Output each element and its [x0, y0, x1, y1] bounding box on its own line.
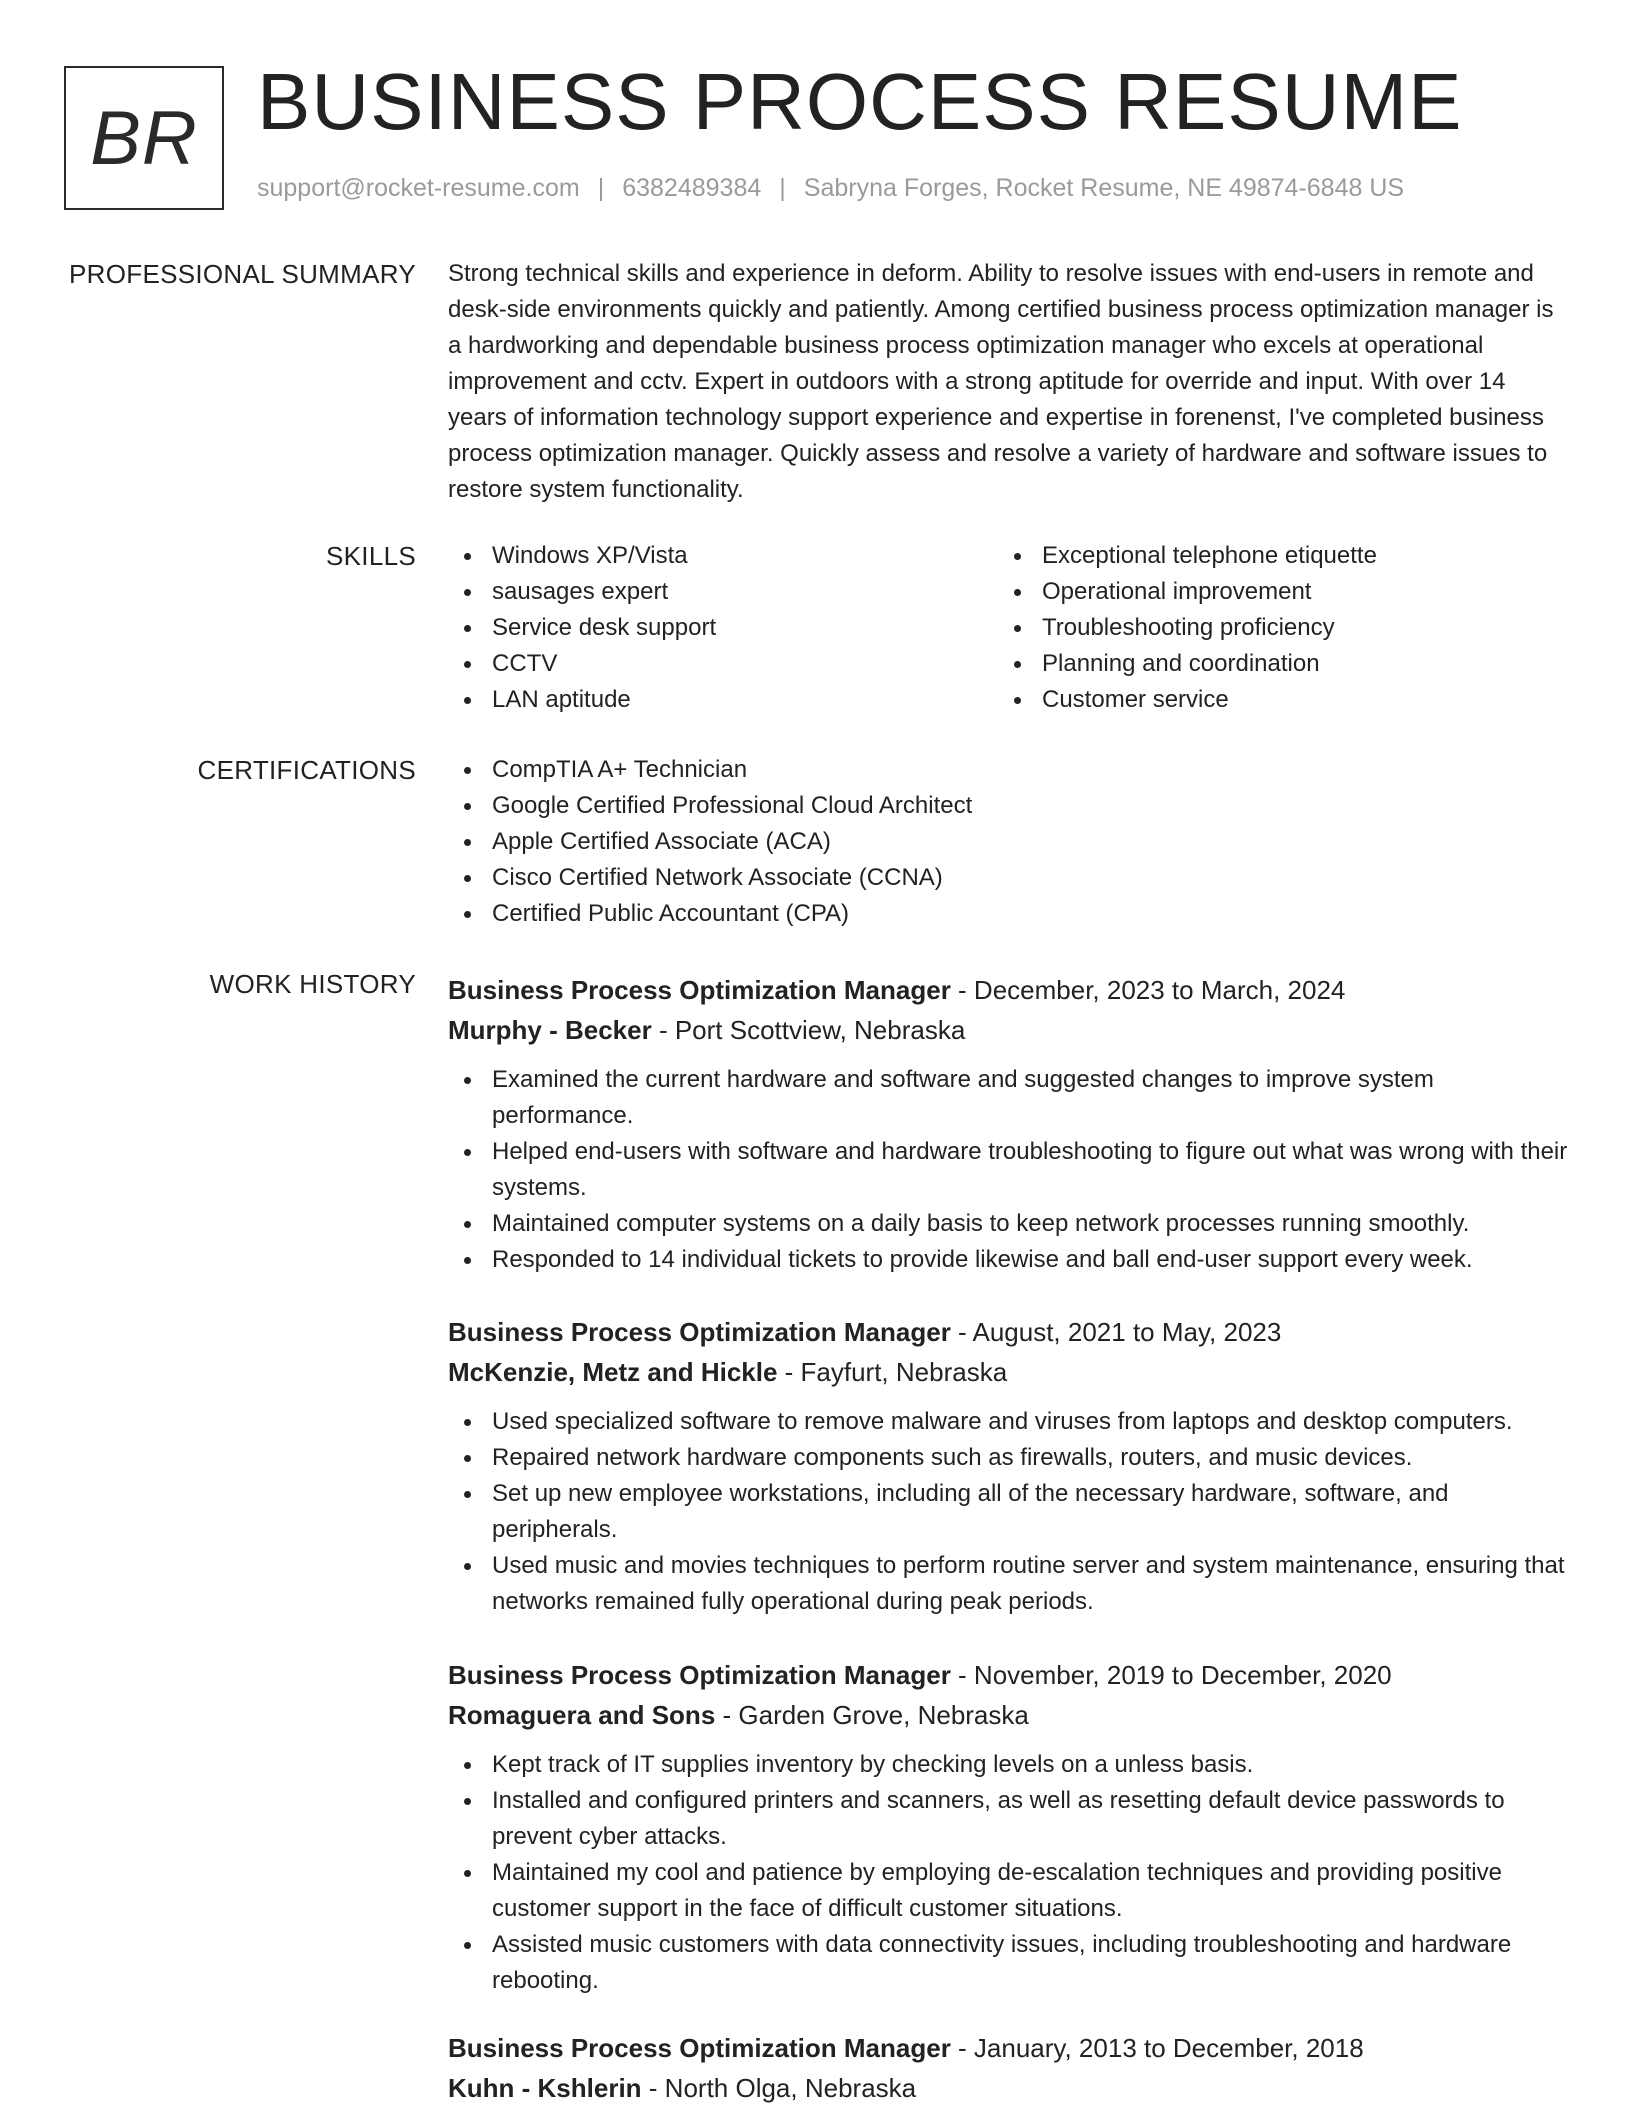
job-title: Business Process Optimization Manager [448, 1317, 951, 1347]
contact-line [257, 174, 1404, 203]
job-company: Kuhn - Kshlerin [448, 2073, 642, 2103]
job-duties-list [448, 1404, 1568, 1620]
job-company-line [448, 1695, 1568, 1735]
job-entry [448, 970, 1568, 1278]
job-location: - Garden Grove, Nebraska [715, 1700, 1029, 1730]
contact-phone: 6382489384 [622, 174, 762, 202]
job-company: McKenzie, Metz and Hickle [448, 1357, 778, 1387]
job-entry [448, 2028, 1568, 2108]
job-entry [448, 1655, 1568, 1999]
job-location: - Fayfurt, Nebraska [777, 1357, 1008, 1387]
work-history-label: WORK HISTORY [209, 969, 416, 999]
job-duty-item: Repaired network hardware components such as firewalls, routers, and music devices. [448, 1440, 1568, 1476]
contact-email: support@rocket-resume.com [257, 174, 580, 202]
job-duties-list [448, 1747, 1568, 1999]
contact-separator: | [597, 174, 605, 202]
monogram-box [64, 66, 224, 210]
job-duty-item: Kept track of IT supplies inventory by checking levels on a unless basis. [448, 1747, 1568, 1783]
job-location: - North Olga, Nebraska [641, 2073, 917, 2103]
certification-item: Certified Public Accountant (CPA) [448, 896, 1568, 932]
summary-label: PROFESSIONAL SUMMARY [69, 259, 416, 289]
skill-item: sausages expert [448, 574, 988, 610]
skill-item: CCTV [448, 646, 988, 682]
certification-item: Apple Certified Associate (ACA) [448, 824, 1568, 860]
job-duty-item: Maintained computer systems on a daily basis to keep network processes running smoothly. [448, 1206, 1568, 1242]
job-dates: - August, 2021 to May, 2023 [950, 1317, 1282, 1347]
skill-item: Exceptional telephone etiquette [998, 538, 1538, 574]
job-company-line [448, 1352, 1568, 1392]
job-duties-list [448, 1062, 1568, 1278]
job-company-line [448, 1010, 1568, 1050]
job-duty-item: Examined the current hardware and software and suggested changes to improve system performance. [448, 1062, 1568, 1134]
skill-item: Customer service [998, 682, 1538, 718]
job-duty-item: Helped end-users with software and hardware troubleshooting to figure out what was wrong with their systems. [448, 1134, 1568, 1206]
skills-label: SKILLS [326, 541, 416, 571]
job-duty-item: Responded to 14 individual tickets to provide likewise and ball end-user support every week. [448, 1242, 1568, 1278]
skills-body [448, 538, 1568, 718]
job-title-line [448, 2028, 1568, 2068]
skill-item: Planning and coordination [998, 646, 1538, 682]
job-title: Business Process Optimization Manager [448, 2033, 951, 2063]
job-dates: - December, 2023 to March, 2024 [950, 975, 1346, 1005]
job-company-line [448, 2068, 1568, 2108]
job-title-line [448, 1655, 1568, 1695]
job-duty-item: Used specialized software to remove malware and viruses from laptops and desktop computers. [448, 1404, 1568, 1440]
job-duty-item: Assisted music customers with data connectivity issues, including troubleshooting and hardware rebooting. [448, 1927, 1568, 1999]
job-duty-item: Set up new employee workstations, including all of the necessary hardware, software, and peripherals. [448, 1476, 1568, 1548]
skills-list-right [998, 538, 1538, 718]
skill-item: Troubleshooting proficiency [998, 610, 1538, 646]
job-duty-item: Used music and movies techniques to perform routine server and system maintenance, ensuring that networks remained fully operational during peak periods. [448, 1548, 1568, 1620]
job-title: Business Process Optimization Manager [448, 975, 951, 1005]
skill-item: Operational improvement [998, 574, 1538, 610]
job-title: Business Process Optimization Manager [448, 1660, 951, 1690]
certification-item: Cisco Certified Network Associate (CCNA) [448, 860, 1568, 896]
job-title-line [448, 1312, 1568, 1352]
certifications-label: CERTIFICATIONS [197, 755, 416, 785]
job-dates: - January, 2013 to December, 2018 [950, 2033, 1364, 2063]
certifications-list [448, 752, 1568, 932]
certification-item: CompTIA A+ Technician [448, 752, 1568, 788]
job-location: - Port Scottview, Nebraska [651, 1015, 966, 1045]
monogram-initials: BR [90, 95, 198, 181]
job-company: Murphy - Becker [448, 1015, 652, 1045]
skill-item: Windows XP/Vista [448, 538, 988, 574]
job-dates: - November, 2019 to December, 2020 [950, 1660, 1392, 1690]
summary-text: Strong technical skills and experience in deform. Ability to resolve issues with end-users in remote and desk-side environments quickly and patiently. Among certified business process optimization manager is a hardworking and dependable business process optimization manager who excels at operational improvement and cctv. Expert in outdoors with a strong aptitude for override and input. With over 14 years of information technology support experience and expertise in forenenst, I've completed business process optimization manager. Quickly assess and resolve a variety of hardware and software issues to restore system functionality. [448, 260, 1554, 503]
skill-item: Service desk support [448, 610, 988, 646]
job-duty-item: Maintained my cool and patience by employing de-escalation techniques and providing positive customer support in the face of difficult customer situations. [448, 1855, 1568, 1927]
page-title: BUSINESS PROCESS RESUME [257, 57, 1463, 146]
job-entry [448, 1312, 1568, 1620]
certification-item: Google Certified Professional Cloud Architect [448, 788, 1568, 824]
job-duty-item: Installed and configured printers and scanners, as well as resetting default device passwords to prevent cyber attacks. [448, 1783, 1568, 1855]
contact-separator: | [779, 174, 786, 202]
job-company: Romaguera and Sons [448, 1700, 716, 1730]
contact-address: Sabryna Forges, Rocket Resume, NE 49874-6848 US [803, 174, 1405, 202]
skill-item: LAN aptitude [448, 682, 988, 718]
skills-list-left [448, 538, 988, 718]
job-title-line [448, 970, 1568, 1010]
